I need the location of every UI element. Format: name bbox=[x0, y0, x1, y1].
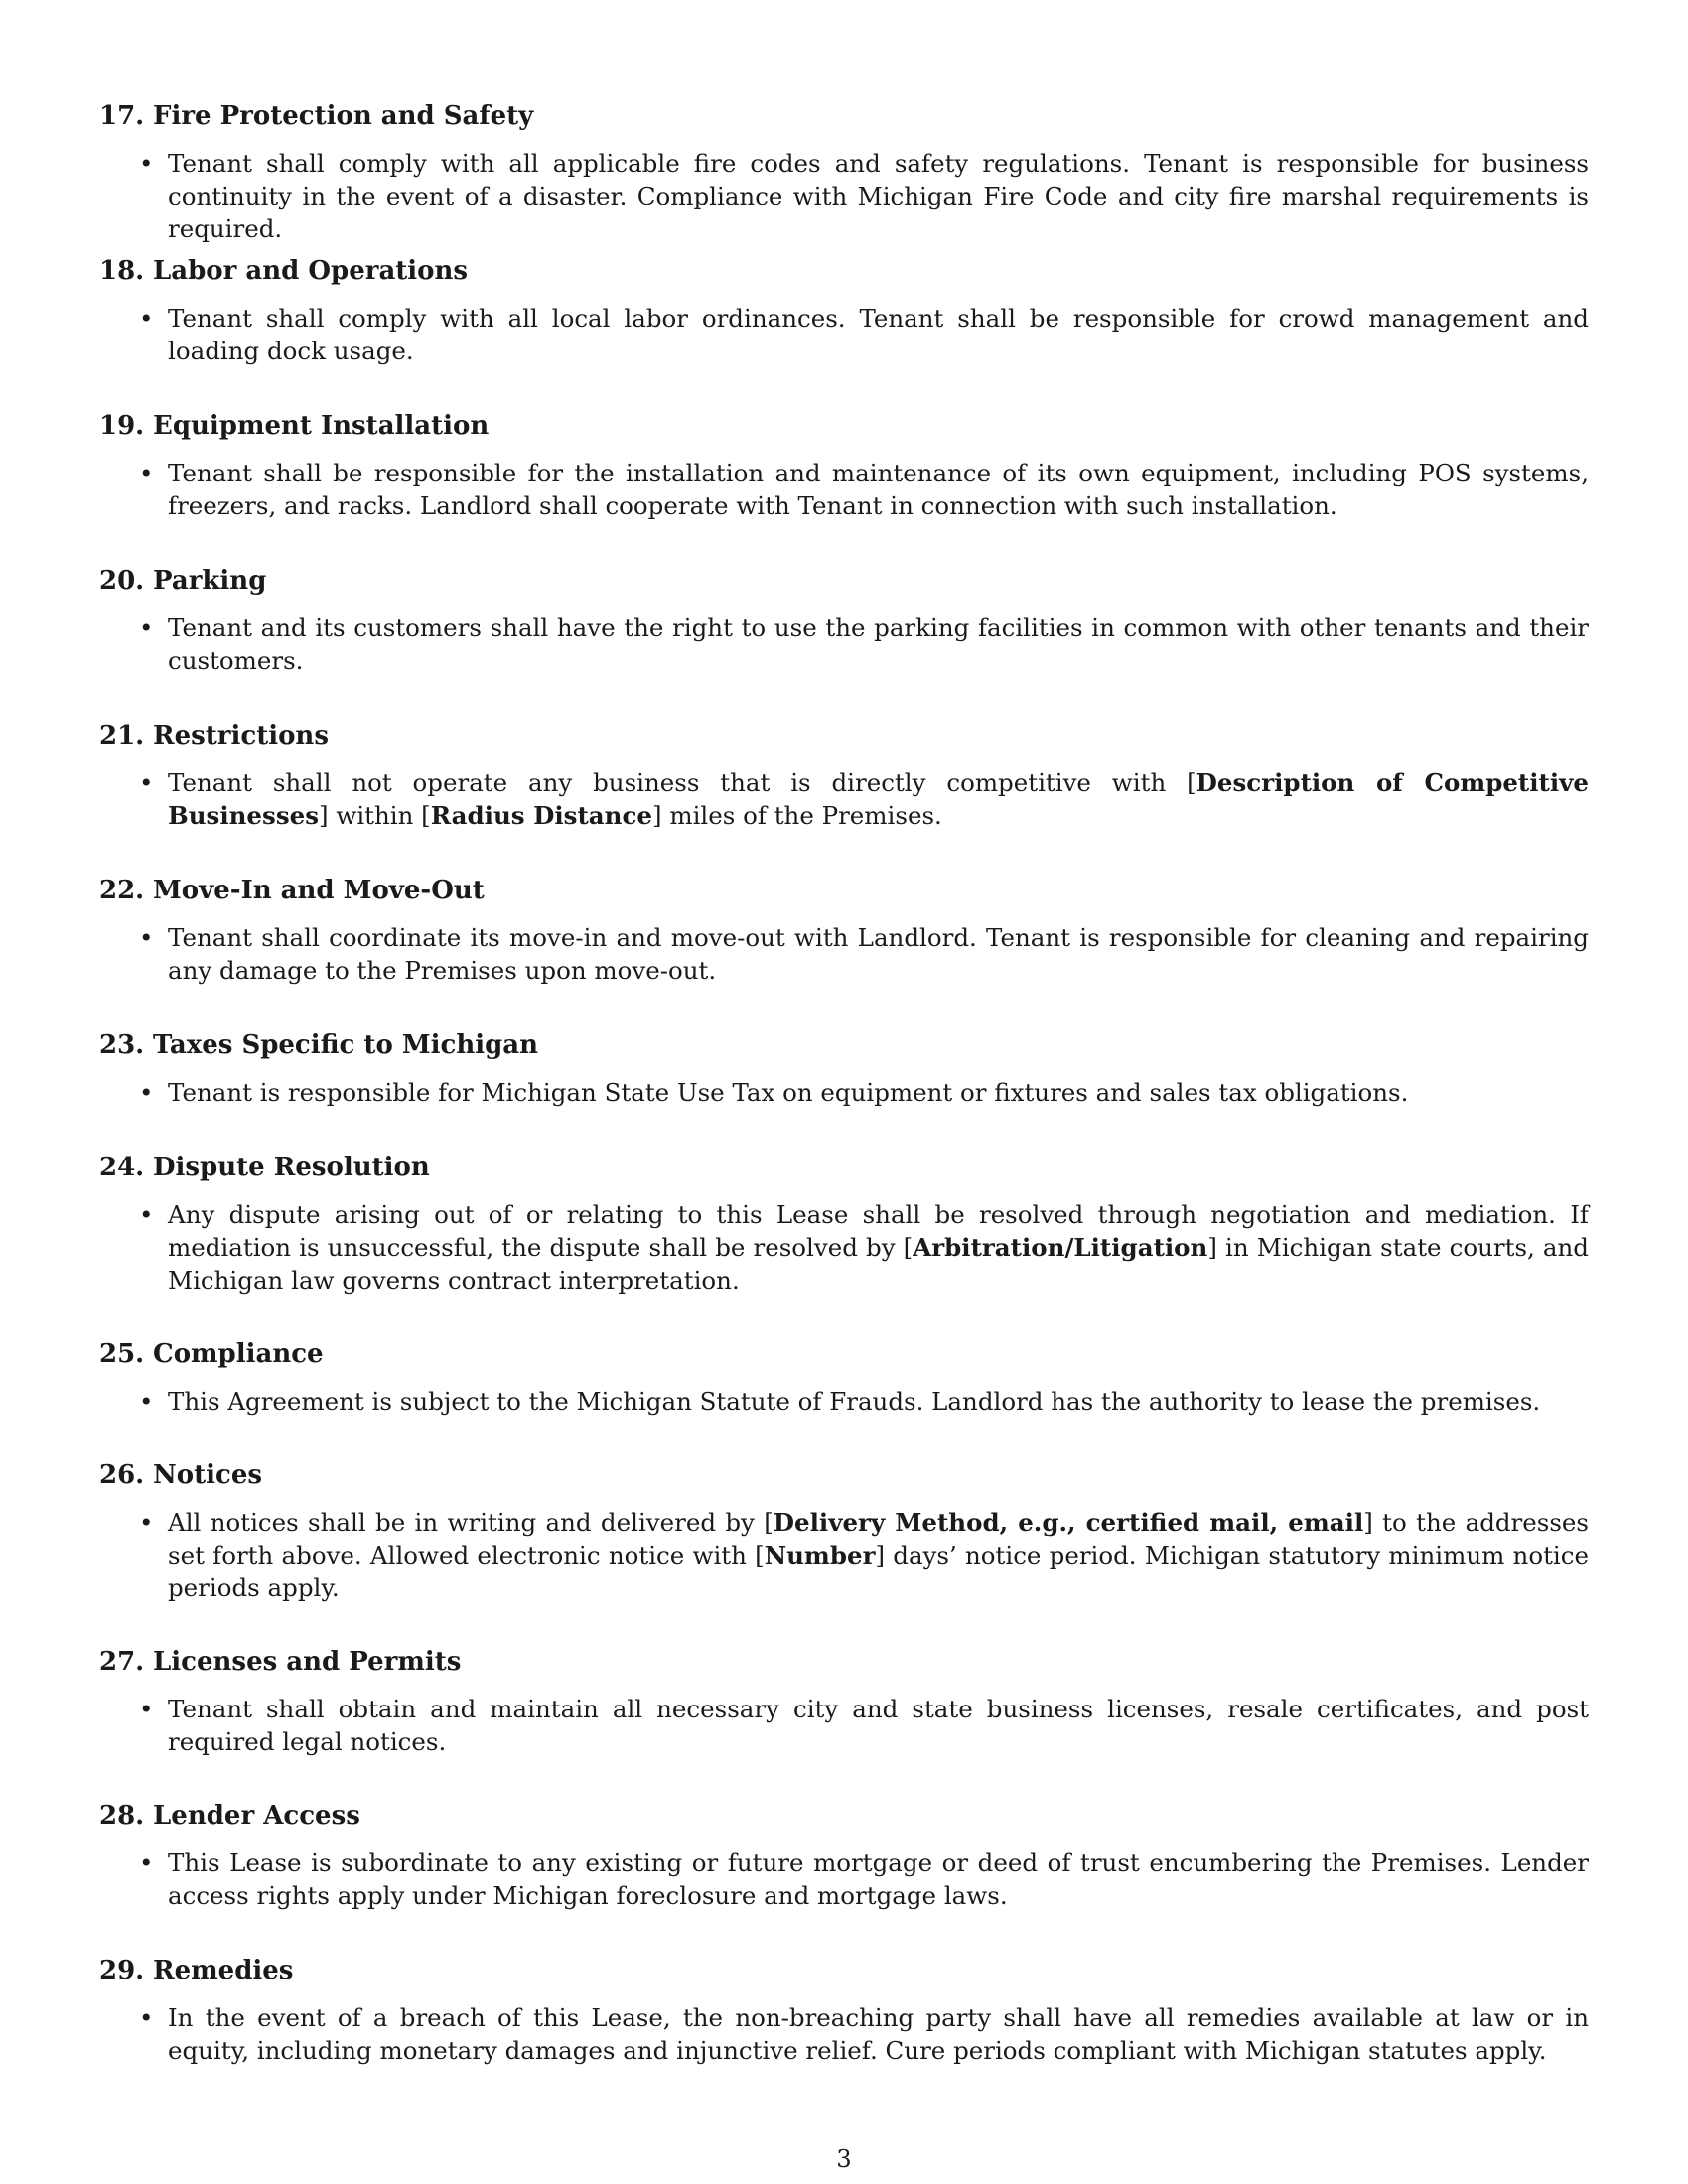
bullet-text: Tenant and its customers shall have the right to use the parking facilities in common with other tenants and their customers. bbox=[168, 614, 1589, 675]
section-bullet bbox=[99, 766, 1589, 832]
bullet-marker: • bbox=[139, 1508, 154, 1537]
placeholder-field: Description of Competitive Businesses bbox=[168, 768, 1589, 830]
section-27 bbox=[99, 1645, 1589, 1758]
section-bullet bbox=[99, 147, 1589, 245]
bullet-text: In the event of a breach of this Lease, the non-breaching party shall have all remedies available at law or in equity, including monetary damages and injunctive relief. Cure periods compliant with Michigan statutes apply. bbox=[168, 2003, 1589, 2065]
section-heading: 22. Move-In and Move-Out bbox=[99, 876, 485, 905]
bullet-text: ] within [ bbox=[319, 801, 431, 830]
section-bullet bbox=[99, 612, 1589, 677]
section-heading: 18. Labor and Operations bbox=[99, 256, 469, 286]
section-19 bbox=[99, 409, 1589, 522]
section-heading: 19. Equipment Installation bbox=[99, 411, 490, 441]
bullet-marker: • bbox=[139, 768, 154, 797]
section-bullet bbox=[99, 1385, 1589, 1418]
section-heading: 28. Lender Access bbox=[99, 1801, 360, 1831]
section-23 bbox=[99, 1028, 1589, 1109]
section-18 bbox=[99, 254, 1589, 367]
bullet-marker: • bbox=[139, 149, 154, 178]
section-bullet bbox=[99, 1076, 1589, 1109]
section-bullet bbox=[99, 1506, 1589, 1604]
section-heading: 23. Taxes Specific to Michigan bbox=[99, 1030, 539, 1060]
section-heading: 26. Notices bbox=[99, 1460, 263, 1490]
bullet-text: ] in Michigan state courts, and Michigan law governs contract interpretation. bbox=[168, 1233, 1589, 1295]
section-22 bbox=[99, 874, 1589, 987]
bullet-text: ] miles of the Premises. bbox=[651, 801, 942, 830]
bullet-marker: • bbox=[139, 1078, 154, 1107]
section-heading: 25. Compliance bbox=[99, 1339, 324, 1369]
section-bullet bbox=[99, 2001, 1589, 2067]
bullet-marker: • bbox=[139, 1695, 154, 1723]
bullet-text: Tenant shall obtain and maintain all necessary city and state business licenses, resale certificates, and post required legal notices. bbox=[168, 1695, 1589, 1756]
section-heading: 20. Parking bbox=[99, 566, 267, 596]
bullet-text: This Lease is subordinate to any existing or future mortgage or deed of trust encumbering the Premises. Lender access rights apply under Michigan foreclosure and mortgage laws. bbox=[168, 1848, 1589, 1910]
bullet-text: This Agreement is subject to the Michigan Statute of Frauds. Landlord has the authority to lease the premises. bbox=[168, 1387, 1541, 1416]
bullet-marker: • bbox=[139, 614, 154, 642]
bullet-text: ] days’ notice period. Michigan statutory minimum notice periods apply. bbox=[168, 1541, 1589, 1602]
section-25 bbox=[99, 1337, 1589, 1418]
bullet-text: Tenant shall be responsible for the installation and maintenance of its own equipment, including POS systems, freezers, and racks. Landlord shall cooperate with Tenant in connection with such installation. bbox=[168, 459, 1589, 520]
placeholder-field: Delivery Method, e.g., certified mail, email bbox=[773, 1508, 1364, 1537]
section-26 bbox=[99, 1458, 1589, 1604]
section-21 bbox=[99, 719, 1589, 832]
bullet-text: Tenant shall coordinate its move-in and move-out with Landlord. Tenant is responsible for cleaning and repairing any damage to the Premises upon move-out. bbox=[168, 923, 1589, 985]
section-heading: 17. Fire Protection and Safety bbox=[99, 101, 534, 131]
section-bullet bbox=[99, 302, 1589, 367]
section-bullet bbox=[99, 1198, 1589, 1297]
section-bullet bbox=[99, 457, 1589, 522]
bullet-marker: • bbox=[139, 304, 154, 333]
bullet-marker: • bbox=[139, 459, 154, 487]
bullet-marker: • bbox=[139, 923, 154, 952]
section-bullet bbox=[99, 1693, 1589, 1758]
bullet-text: Tenant shall comply with all local labor ordinances. Tenant shall be responsible for crowd management and loading dock usage. bbox=[168, 304, 1589, 365]
bullet-text: Tenant shall not operate any business that is directly competitive with [ bbox=[168, 768, 1196, 797]
bullet-text: Tenant shall comply with all applicable fire codes and safety regulations. Tenant is responsible for business continuity in the event of a disaster. Compliance with Michigan Fire Code and city fire marshal requirements is required. bbox=[168, 149, 1589, 243]
section-29 bbox=[99, 1954, 1589, 2067]
section-17 bbox=[99, 99, 1589, 245]
page-number: 3 bbox=[836, 2145, 852, 2173]
section-heading: 21. Restrictions bbox=[99, 721, 329, 751]
bullet-marker: • bbox=[139, 2003, 154, 2032]
section-28 bbox=[99, 1799, 1589, 1912]
section-20 bbox=[99, 564, 1589, 677]
section-heading: 29. Remedies bbox=[99, 1956, 294, 1985]
placeholder-field: Radius Distance bbox=[430, 801, 652, 830]
bullet-text: Tenant is responsible for Michigan State Use Tax on equipment or fixtures and sales tax obligations. bbox=[168, 1078, 1409, 1107]
placeholder-field: Number bbox=[764, 1541, 876, 1570]
placeholder-field: Arbitration/Litigation bbox=[913, 1233, 1208, 1262]
bullet-marker: • bbox=[139, 1387, 154, 1416]
section-bullet bbox=[99, 1846, 1589, 1912]
section-heading: 27. Licenses and Permits bbox=[99, 1647, 462, 1677]
bullet-text: All notices shall be in writing and delivered by [ bbox=[168, 1508, 774, 1537]
section-24 bbox=[99, 1151, 1589, 1297]
section-bullet bbox=[99, 921, 1589, 987]
bullet-text: Any dispute arising out of or relating to this Lease shall be resolved through negotiation and mediation. If mediation is unsuccessful, the dispute shall be resolved by [ bbox=[168, 1200, 1589, 1262]
bullet-text: ] to the addresses set forth above. Allowed electronic notice with [ bbox=[168, 1508, 1589, 1570]
bullet-marker: • bbox=[139, 1848, 154, 1877]
section-heading: 24. Dispute Resolution bbox=[99, 1153, 430, 1182]
bullet-marker: • bbox=[139, 1200, 154, 1229]
